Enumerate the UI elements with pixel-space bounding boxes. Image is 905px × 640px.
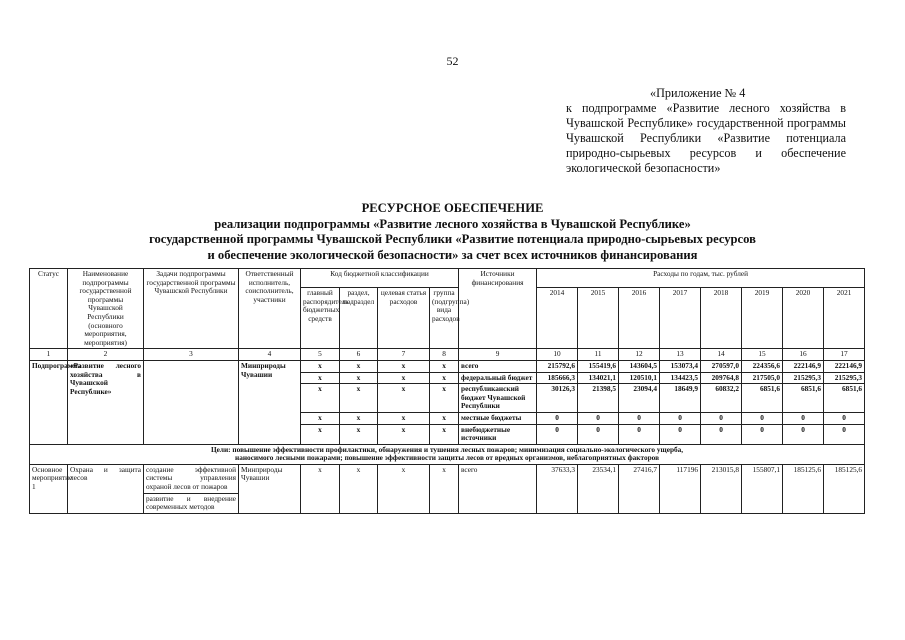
value-cell: 0 <box>619 412 660 424</box>
value-cell: 215295,3 <box>824 372 865 384</box>
column-number: 10 <box>537 349 578 361</box>
header-budget-code: Код бюджетной классификации <box>301 269 459 288</box>
title-line-1: реализации подпрограммы «Развитие лесного хозяйства в Чувашской Республике» <box>214 216 691 231</box>
document-title <box>0 201 905 263</box>
column-number: 14 <box>701 349 742 361</box>
value-cell: 213015,8 <box>701 464 742 513</box>
code-cell: x <box>340 384 378 413</box>
value-cell: 0 <box>578 424 619 444</box>
header-code-section: раздел, подраздел <box>340 288 378 349</box>
column-number: 4 <box>239 349 301 361</box>
goals-line-1: Цели: повышение эффективности профилактики, обнаружения и тушения лесных пожаров; минимизация социально-экологического ущерба, <box>210 444 684 454</box>
appendix-text: к подпрограмме «Развитие лесного хозяйства в Чувашской Республике» государственной программы Чувашской Республики «Развитие потенциала природно-сырьевых ресурсов и обеспечение экологической безопасности» <box>566 101 846 175</box>
measure-executor: Минприроды Чувашии <box>239 464 301 513</box>
subprogram-executor: Минприроды Чувашии <box>239 360 301 444</box>
column-number: 11 <box>578 349 619 361</box>
subprogram-tasks <box>144 360 239 444</box>
code-cell: x <box>340 424 378 444</box>
value-cell: 0 <box>701 424 742 444</box>
code-cell: x <box>378 424 430 444</box>
column-number: 3 <box>144 349 239 361</box>
value-cell: 0 <box>783 412 824 424</box>
column-number: 6 <box>340 349 378 361</box>
column-number: 13 <box>660 349 701 361</box>
header-year: 2020 <box>783 288 824 349</box>
goals-row <box>30 444 865 464</box>
column-numbers-row <box>30 349 865 361</box>
source-cell: местные бюджеты <box>459 412 537 424</box>
value-cell: 143604,5 <box>619 360 660 372</box>
subprogram-name: «Развитие лесного хозяйства в Чувашской Республике» <box>68 360 144 444</box>
code-cell: x <box>378 384 430 413</box>
header-year: 2016 <box>619 288 660 349</box>
header-year: 2017 <box>660 288 701 349</box>
value-cell: 0 <box>619 424 660 444</box>
value-cell: 185125,6 <box>783 464 824 513</box>
measure-task: развитие и внедрение современных методов <box>144 493 239 513</box>
value-cell: 18649,9 <box>660 384 701 413</box>
value-cell: 23534,1 <box>578 464 619 513</box>
source-cell: внебюджетные источники <box>459 424 537 444</box>
source-cell: всего <box>459 464 537 513</box>
value-cell: 0 <box>537 424 578 444</box>
code-cell: x <box>340 360 378 372</box>
header-code-target: целевая статья расходов <box>378 288 430 349</box>
header-source: Источники финансирования <box>459 269 537 349</box>
header-executor: Ответственный исполнитель, соисполнитель, участники <box>239 269 301 349</box>
code-cell: x <box>301 384 340 413</box>
value-cell: 0 <box>660 424 701 444</box>
value-cell: 217505,0 <box>742 372 783 384</box>
code-cell: x <box>378 464 430 513</box>
value-cell: 134021,1 <box>578 372 619 384</box>
code-cell: x <box>301 464 340 513</box>
value-cell: 30126,3 <box>537 384 578 413</box>
code-cell: x <box>430 372 459 384</box>
value-cell: 0 <box>742 424 783 444</box>
code-cell: x <box>430 412 459 424</box>
value-cell: 0 <box>537 412 578 424</box>
source-cell: всего <box>459 360 537 372</box>
header-row-1 <box>30 269 865 288</box>
value-cell: 0 <box>660 412 701 424</box>
value-cell: 21398,5 <box>578 384 619 413</box>
value-cell: 185125,6 <box>824 464 865 513</box>
value-cell: 37633,3 <box>537 464 578 513</box>
header-year: 2014 <box>537 288 578 349</box>
column-number: 7 <box>378 349 430 361</box>
goals-cell <box>30 444 865 464</box>
value-cell: 222146,9 <box>783 360 824 372</box>
column-number: 5 <box>301 349 340 361</box>
code-cell: x <box>378 360 430 372</box>
value-cell: 209764,8 <box>701 372 742 384</box>
value-cell: 222146,9 <box>824 360 865 372</box>
table-row <box>30 360 865 372</box>
resource-table <box>29 268 865 514</box>
header-name: Наименование подпрограммы государственной программы Чувашской Республики (основного мероприятия, мероприятия) <box>68 269 144 349</box>
header-year: 2018 <box>701 288 742 349</box>
value-cell: 185666,3 <box>537 372 578 384</box>
table-row <box>30 464 865 493</box>
value-cell: 270597,0 <box>701 360 742 372</box>
header-tasks: Задачи подпрограммы государственной программы Чувашской Республики <box>144 269 239 349</box>
appendix-note <box>566 86 846 176</box>
header-year: 2021 <box>824 288 865 349</box>
source-cell: федеральный бюджет <box>459 372 537 384</box>
title-main: РЕСУРСНОЕ ОБЕСПЕЧЕНИЕ <box>361 201 544 215</box>
code-cell: x <box>430 464 459 513</box>
code-cell: x <box>430 360 459 372</box>
code-cell: x <box>340 464 378 513</box>
value-cell: 0 <box>824 412 865 424</box>
header-code-group: группа (подгруппа) вида расходов <box>430 288 459 349</box>
header-expenses: Расходы по годам, тыс. рублей <box>537 269 865 288</box>
code-cell: x <box>430 424 459 444</box>
code-cell: x <box>340 412 378 424</box>
column-number: 15 <box>742 349 783 361</box>
code-cell: x <box>430 384 459 413</box>
code-cell: x <box>301 412 340 424</box>
measure-status: Основное мероприятие 1 <box>30 464 68 513</box>
code-cell: x <box>378 372 430 384</box>
value-cell: 0 <box>578 412 619 424</box>
column-number: 9 <box>459 349 537 361</box>
value-cell: 6851,6 <box>742 384 783 413</box>
column-number: 2 <box>68 349 144 361</box>
subprogram-status: Подпрограмма <box>30 360 68 444</box>
value-cell: 215295,3 <box>783 372 824 384</box>
value-cell: 0 <box>742 412 783 424</box>
column-number: 8 <box>430 349 459 361</box>
value-cell: 134423,5 <box>660 372 701 384</box>
goals-line-2: наносимого лесными пожарами; повышение эффективности защиты лесов от вредных организмов, неблагоприятных факторов <box>234 453 660 463</box>
value-cell: 117196 <box>660 464 701 513</box>
value-cell: 153073,4 <box>660 360 701 372</box>
value-cell: 27416,7 <box>619 464 660 513</box>
measure-name: Охрана и защита лесов <box>68 464 144 513</box>
code-cell: x <box>301 372 340 384</box>
value-cell: 60832,2 <box>701 384 742 413</box>
source-cell: республиканский бюджет Чувашской Республики <box>459 384 537 413</box>
header-status: Статус <box>30 269 68 349</box>
appendix-title: «Приложение № 4 <box>650 86 746 100</box>
value-cell: 120510,1 <box>619 372 660 384</box>
code-cell: x <box>378 412 430 424</box>
measure-task: создание эффективной системы управления охраной лесов от пожаров <box>144 464 239 493</box>
value-cell: 0 <box>783 424 824 444</box>
value-cell: 155419,6 <box>578 360 619 372</box>
code-cell: x <box>301 360 340 372</box>
column-number: 17 <box>824 349 865 361</box>
value-cell: 23094,4 <box>619 384 660 413</box>
header-year: 2015 <box>578 288 619 349</box>
header-year: 2019 <box>742 288 783 349</box>
column-number: 1 <box>30 349 68 361</box>
value-cell: 215792,6 <box>537 360 578 372</box>
value-cell: 6851,6 <box>824 384 865 413</box>
column-number: 12 <box>619 349 660 361</box>
title-line-3: и обеспечение экологической безопасности» за счет всех источников финансирования <box>207 247 698 262</box>
code-cell: x <box>340 372 378 384</box>
value-cell: 6851,6 <box>783 384 824 413</box>
value-cell: 155807,1 <box>742 464 783 513</box>
value-cell: 0 <box>824 424 865 444</box>
title-line-2: государственной программы Чувашской Республики «Развитие потенциала природно-сырьевых ресурсов <box>149 232 756 246</box>
page-number: 52 <box>446 54 459 68</box>
value-cell: 224356,6 <box>742 360 783 372</box>
header-code-admin: главный распорядитель бюджетных средств <box>301 288 340 349</box>
code-cell: x <box>301 424 340 444</box>
value-cell: 0 <box>701 412 742 424</box>
column-number: 16 <box>783 349 824 361</box>
